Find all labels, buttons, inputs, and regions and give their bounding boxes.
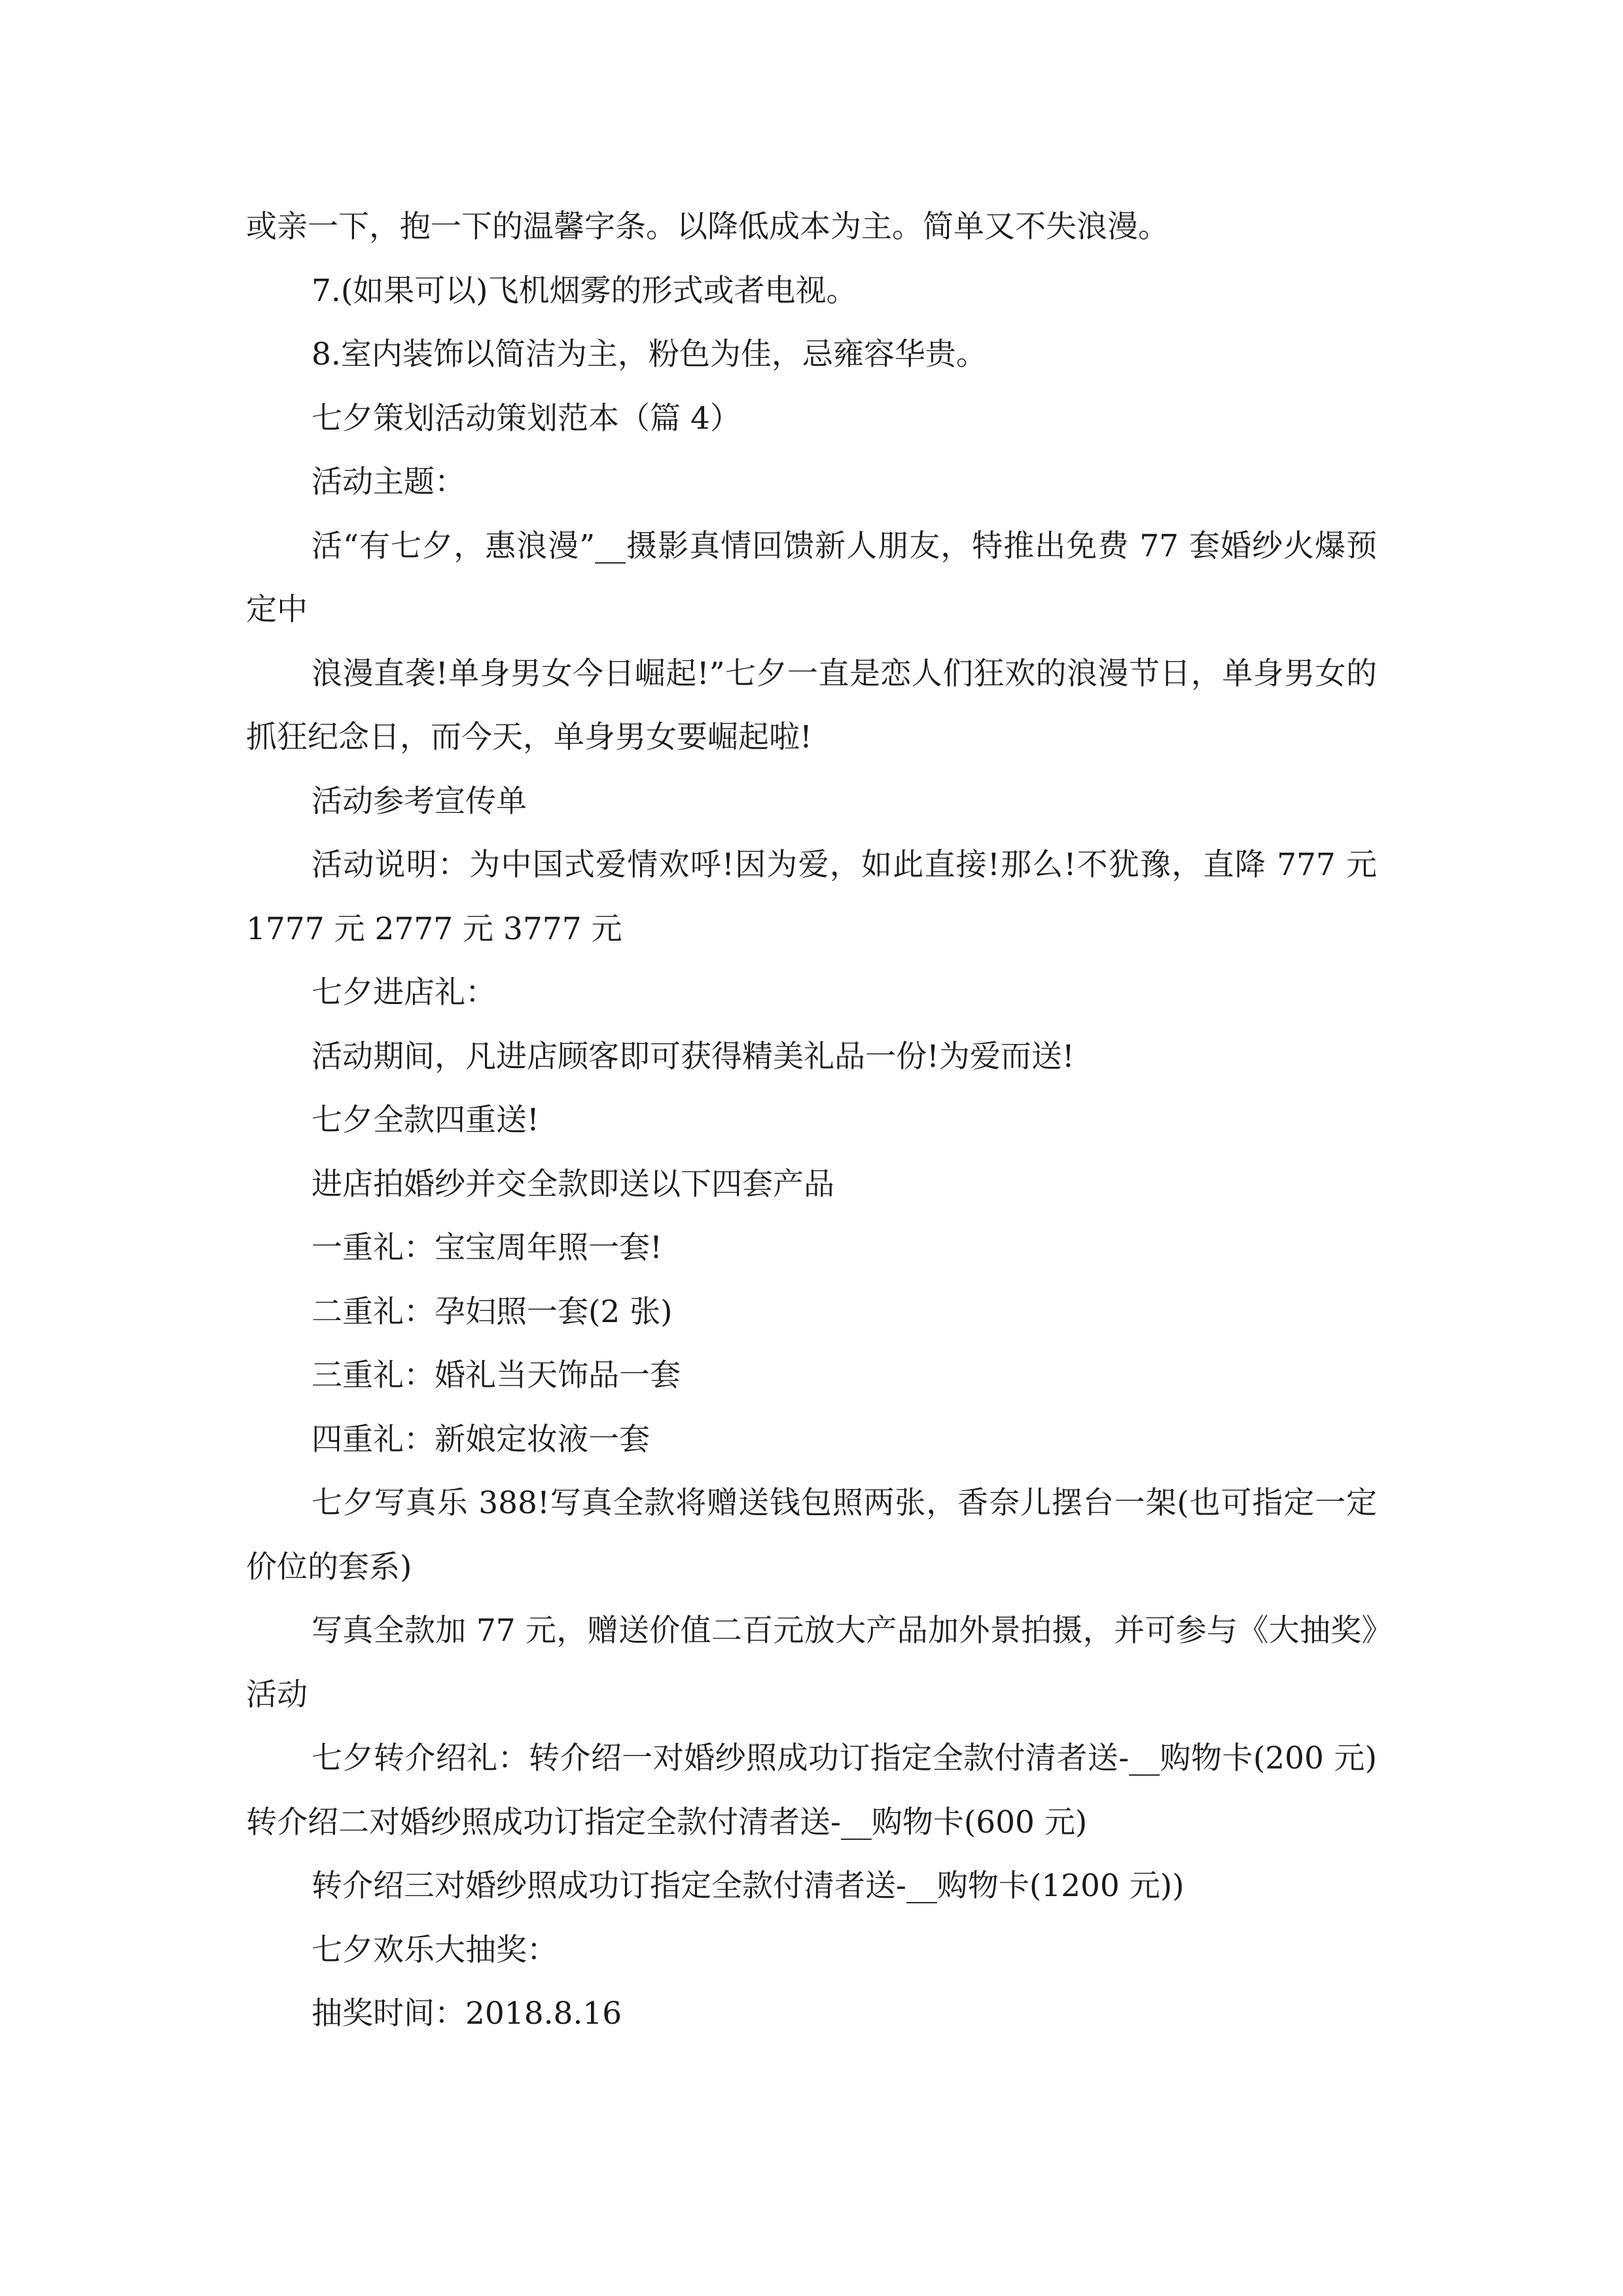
paragraph: 活动主题： <box>312 464 465 500</box>
paragraph: 抽奖时间：2018.8.16 <box>312 1996 622 2032</box>
list-item: 二重礼：孕妇照一套(2 张) <box>312 1293 673 1330</box>
paragraph: 活动说明：为中国式爱情欢呼!因为爱，如此直接!那么!不犹豫，直降 777 元 1777 元 2777 元 3777 元 <box>246 847 1377 947</box>
section-heading: 七夕策划活动策划范本（篇 4） <box>312 400 741 437</box>
paragraph: 活动期间，凡进店顾客即可获得精美礼品一份!为爱而送! <box>312 1038 1075 1075</box>
paragraph: 写真全款加 77 元，赠送价值二百元放大产品加外景拍摄，并可参与《大抽奖》活动 <box>246 1613 1377 1713</box>
paragraph: 进店拍婚纱并交全款即送以下四套产品 <box>312 1166 834 1202</box>
paragraph: 8.室内装饰以简洁为主，粉色为佳，忌雍容华贵。 <box>312 336 987 372</box>
paragraph: 活“有七夕，惠浪漫”__摄影真情回馈新人朋友，特推出免费 77 套婚纱火爆预定中 <box>246 528 1377 628</box>
paragraph: 7.(如果可以)飞机烟雾的形式或者电视。 <box>312 272 857 309</box>
paragraph: 七夕全款四重送! <box>312 1102 539 1138</box>
paragraph: 七夕进店礼： <box>312 975 496 1011</box>
list-item: 四重礼：新娘定妆液一套 <box>312 1421 650 1458</box>
paragraph: 七夕转介绍礼：转介绍一对婚纱照成功订指定全款付清者送-__购物卡(200 元)转介绍二对婚纱照成功订指定全款付清者送-__购物卡(600 元) <box>246 1740 1377 1840</box>
list-item: 一重礼：宝宝周年照一套! <box>312 1230 662 1266</box>
paragraph: 或亲一下，抱一下的温馨字条。以降低成本为主。简单又不失浪漫。 <box>246 209 1169 245</box>
document-body <box>246 195 1377 2046</box>
paragraph: 活动参考宣传单 <box>312 783 527 819</box>
paragraph: 七夕欢乐大抽奖： <box>312 1931 558 1968</box>
list-item: 三重礼：婚礼当天饰品一套 <box>312 1357 681 1393</box>
paragraph: 转介绍三对婚纱照成功订指定全款付清者送-__购物卡(1200 元)) <box>312 1868 1185 1904</box>
paragraph: 浪漫直袭!单身男女今日崛起!”七夕一直是恋人们狂欢的浪漫节日，单身男女的抓狂纪念日，而今天，单身男女要崛起啦! <box>246 655 1377 755</box>
paragraph: 七夕写真乐 388!写真全款将赠送钱包照两张，香奈儿摆台一架(也可指定一定价位的套系) <box>246 1485 1377 1585</box>
